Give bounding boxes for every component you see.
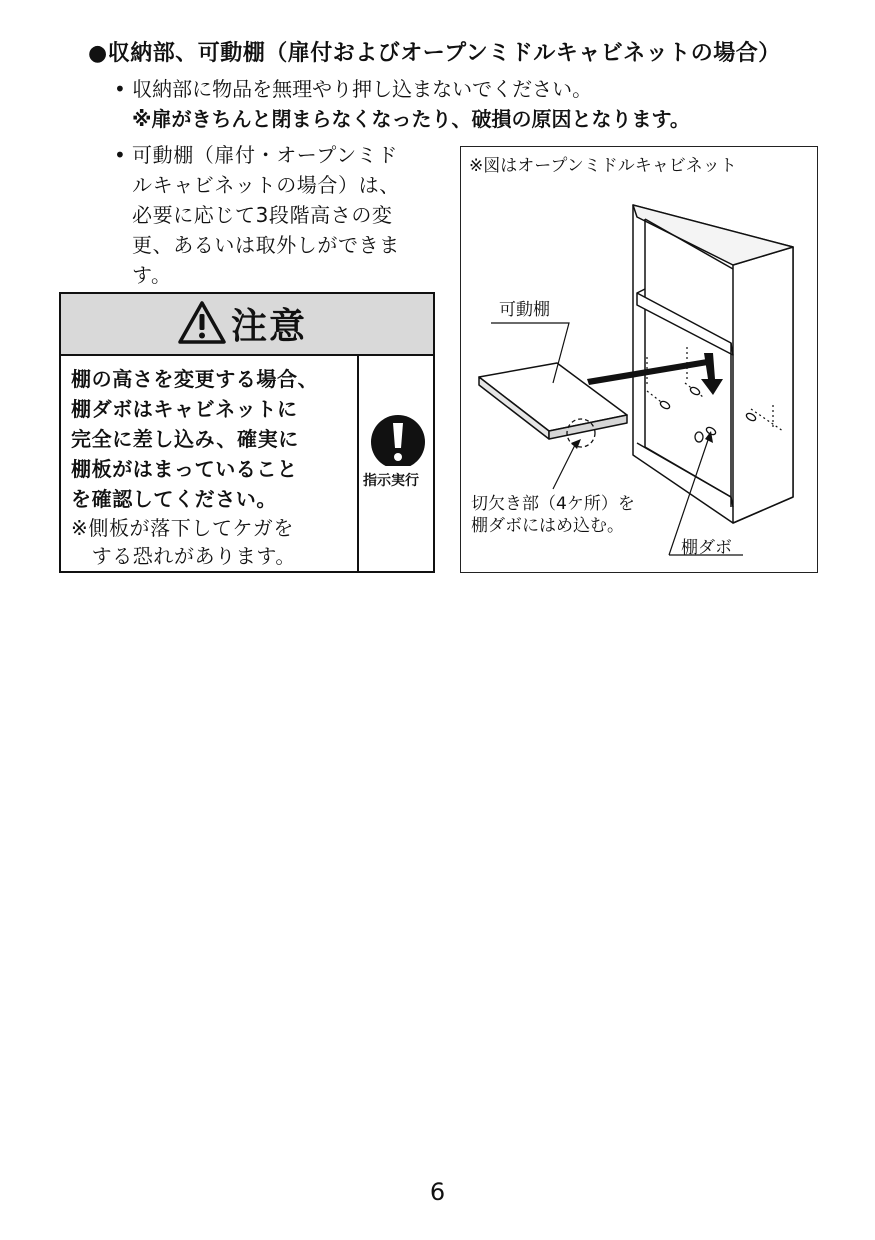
bullet-movable-shelf [114, 140, 444, 290]
label-movable-shelf: 可動棚 [499, 300, 550, 320]
instruction-panel [359, 356, 433, 571]
bullet-line: 可動棚（扉付・オープンミド [132, 143, 398, 167]
instruction-label: 指示実行 [363, 473, 419, 489]
page-number: 6 [429, 1178, 446, 1206]
caution-line: 完全に差し込み、確実に [71, 427, 299, 451]
mandatory-action-icon [359, 356, 433, 466]
warning-triangle-icon [177, 300, 227, 346]
caution-title: 注意 [231, 306, 308, 347]
caution-body [61, 356, 359, 571]
bullet-line: 更、あるいは取外しができま [132, 233, 400, 257]
bullet-line: す。 [132, 263, 172, 287]
bullet-storage: • 収納部に物品を無理やり押し込まないでください。 [114, 77, 593, 101]
bullet-marker: • [114, 143, 126, 167]
label-notch-line: 切欠き部（4ケ所）を [471, 494, 635, 514]
caution-line: 棚板がはまっていること [71, 457, 298, 481]
caution-text [71, 364, 318, 514]
label-notch-line: 棚ダボにはめ込む。 [471, 516, 624, 536]
caution-line: を確認してください。 [71, 487, 277, 511]
caution-box [59, 292, 435, 573]
caution-note-line: する恐れがあります。 [71, 544, 296, 568]
cabinet-figure [460, 146, 818, 573]
label-shelf-dowel: 棚ダボ [681, 538, 732, 558]
bullet-line: ルキャビネットの場合）は、 [132, 173, 400, 197]
section-heading: ●収納部、可動棚（扉付およびオープンミドルキャビネットの場合） [88, 41, 781, 66]
caution-line: 棚の高さを変更する場合、 [71, 367, 319, 391]
bullet-storage-warning: ※扉がきちんと閉まらなくなったり、破損の原因となります。 [132, 107, 690, 131]
caution-header [61, 294, 433, 356]
caution-note [71, 514, 296, 570]
caution-line: 棚ダボはキャビネットに [71, 397, 298, 421]
figure-caption: ※図はオープンミドルキャビネット [469, 156, 737, 176]
label-notch [471, 493, 635, 537]
caution-note-line: ※側板が落下してケガを [71, 516, 294, 540]
bullet-line: 必要に応じて3段階高さの変 [132, 203, 393, 227]
